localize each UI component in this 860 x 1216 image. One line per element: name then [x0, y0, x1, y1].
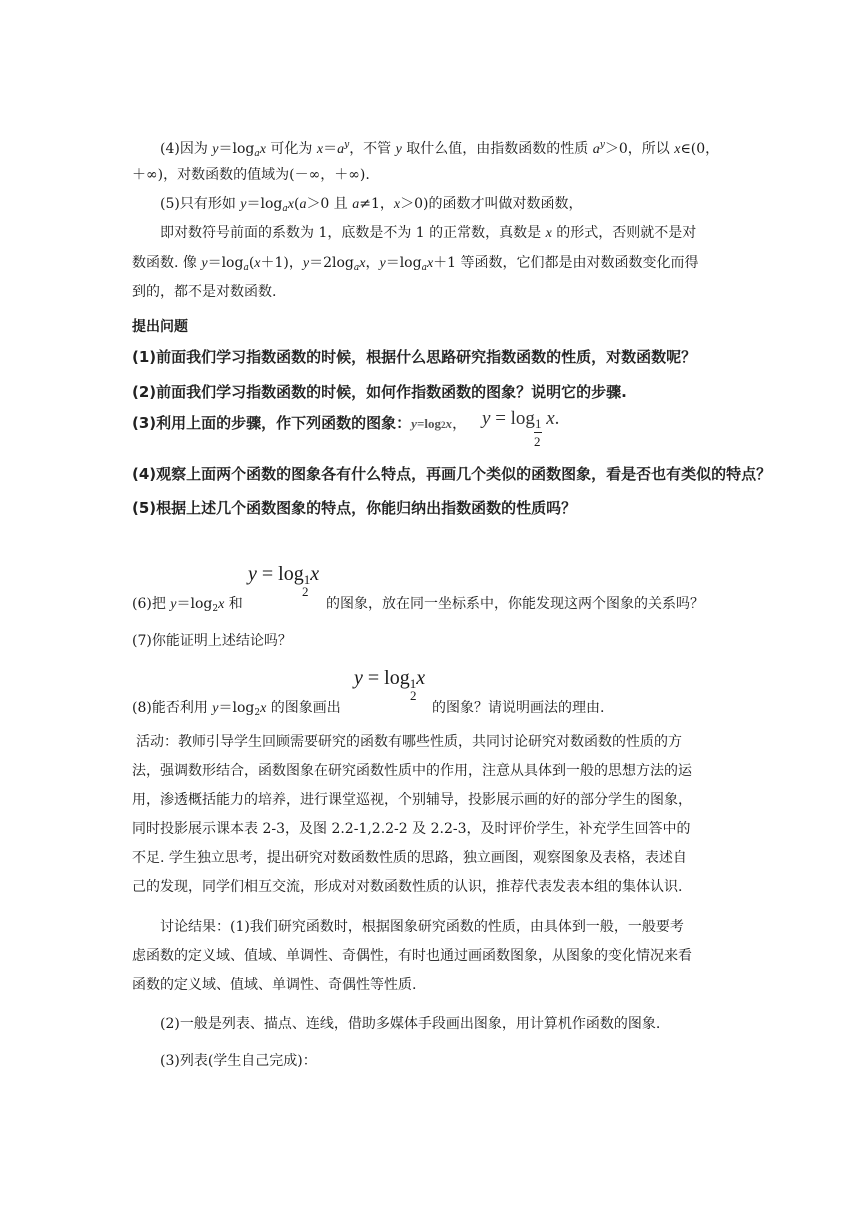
paragraph-4-line-1: (4)因为 $y=\log_ax$ 可化为 $x=a^y$，不管 y 取什么值，由指数函数的性质 $a^y>0$，所以 x∈(0， — [160, 140, 720, 159]
activity-line: 不足. 学生独立思考，提出研究对数函数性质的思路，独立画图，观察图象及表格，表述自 — [132, 850, 687, 866]
question-6-tail: 的图象，放在同一坐标系中，你能发现这两个图象的关系吗？ — [326, 596, 704, 612]
question-8-tail: 的图象？请说明画法的理由. — [432, 700, 605, 716]
paragraph-6-line-3: 到的，都不是对数函数. — [132, 284, 277, 300]
question-5: (5)根据上述几个函数图象的特点，你能归纳出指数函数的性质吗？ — [132, 499, 577, 517]
question-3: (3)利用上面的步骤，作下列函数的图象：y=log2x， — [132, 414, 467, 432]
fraction-denominator-2: 2 — [410, 688, 417, 703]
formula-y-log2x: y=log2x — [411, 416, 452, 431]
paragraph-6-line-1: 即对数符号前面的系数为 1，底数是不为 1 的正常数，真数是 x 的形式，否则就不是对 — [160, 225, 697, 241]
discussion-line: 函数的定义域、值域、单调性、奇偶性等性质. — [132, 977, 417, 993]
fraction-denominator-2: 2 — [534, 434, 541, 449]
question-2: (2)前面我们学习指数函数的时候，如何作指数函数的图象？说明它的步骤. — [132, 383, 627, 401]
discussion-point-3: (3)列表(学生自己完成)： — [160, 1053, 317, 1069]
paragraph-4-line-2: ＋∞)，对数函数的值域为(－∞，＋∞). — [132, 167, 370, 183]
paragraph-6-line-2: 数函数. 像 $y=\log_a(x+1)$，$y=2\log_ax$，$y=\log_ax+1$ 等函数，它们都是由对数函数变化而得 — [132, 255, 699, 273]
question-8: (8)能否利用 $y=\log_2x$ 的图象画出 — [132, 700, 341, 718]
question-4: (4)观察上面两个函数的图象各有什么特点，再画几个类似的函数图象，看是否也有类似的特点？ — [132, 465, 772, 483]
activity-line: 己的发现，同学们相互交流，形成对对数函数性质的认识，推荐代表发表本组的集体认识. — [132, 879, 683, 895]
formula-log-half-q3: $y = \log_1 x$. — [482, 408, 560, 431]
question-6: (6)把 $y=\log_2x$ 和 — [132, 596, 243, 614]
discussion-line: 讨论结果：(1)我们研究函数时，根据图象研究函数的性质，由具体到一般，一般要考 — [160, 919, 684, 935]
fraction-denominator-2: 2 — [302, 584, 309, 599]
section-heading: 提出问题 — [132, 319, 188, 335]
discussion-point-2: (2)一般是列表、描点、连线，借助多媒体手段画出图象，用计算机作函数的图象. — [160, 1016, 661, 1032]
question-7: (7)你能证明上述结论吗？ — [132, 633, 292, 649]
formula-log-half-q8: $y = \log_1x$ — [354, 667, 426, 691]
activity-line: 用，渗透概括能力的培养，进行课堂巡视，个别辅导，投影展示画的好的部分学生的图象， — [132, 792, 692, 808]
question-1: (1)前面我们学习指数函数的时候，根据什么思路研究指数函数的性质，对数函数呢？ — [132, 348, 697, 366]
discussion-line: 虑函数的定义域、值域、单调性、奇偶性，有时也通过画函数图象，从图象的变化情况来看 — [132, 948, 692, 964]
paragraph-5-line-1: (5)只有形如 $y=\log_ax(a>0$ 且 a≠1，x＞0)的函数才叫做对数函数， — [160, 196, 583, 214]
activity-line: 同时投影展示课本表 2-3，及图 2.2-1,2.2-2 及 2.2-3，及时评价学生，补充学生回答中的 — [132, 821, 691, 837]
activity-line: 法，强调数形结合，函数图象在研究函数性质中的作用，注意从具体到一般的思想方法的运 — [132, 763, 692, 779]
activity-line: 活动：教师引导学生回顾需要研究的函数有哪些性质，共同讨论研究对数函数的性质的方 — [136, 734, 682, 750]
formula-log-half-q6: $y = \log_1x$ — [248, 563, 320, 587]
